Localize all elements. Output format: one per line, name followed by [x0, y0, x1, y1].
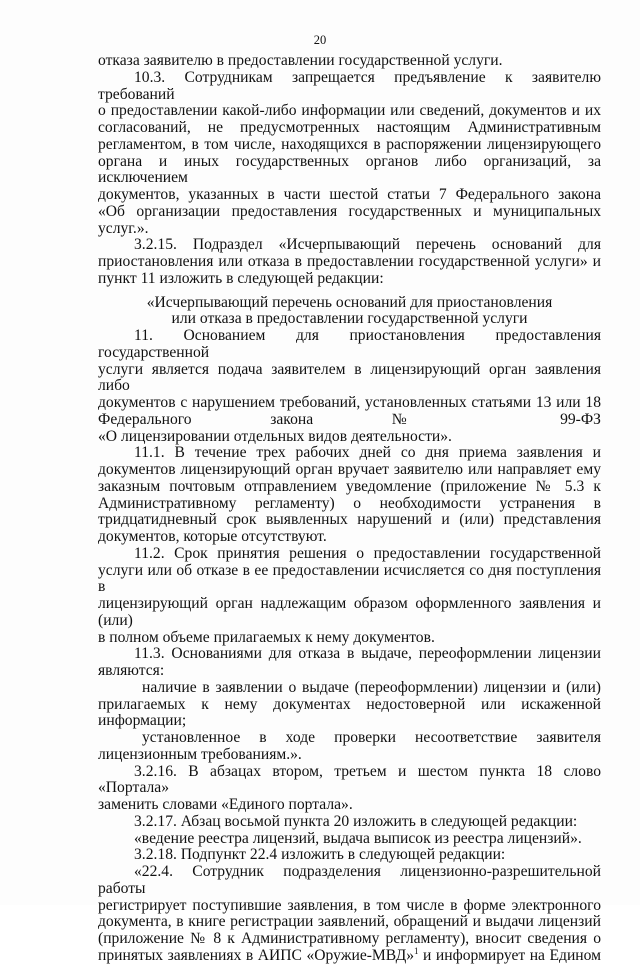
text-line: 11.1. В течение трех рабочих дней со дня приема заявления и — [134, 444, 601, 462]
text-fragment: принятых заявлениях в АИПС «Оружие-МВД» — [98, 946, 415, 964]
text-line: заказным почтовым отправлением уведомление (приложение № 5.3 к — [98, 477, 601, 495]
text-line: «Исчерпывающий перечень оснований для приостановления — [146, 293, 553, 311]
paragraph — [98, 730, 601, 764]
text-line: Административному регламенту) о необходимости устранения в — [98, 494, 601, 512]
text-line: являются: — [98, 662, 165, 679]
text-line: услуг.». — [98, 219, 149, 237]
text-line: документов, указанных в части шестой статьи 7 Федерального закона — [98, 186, 601, 203]
text-line — [98, 945, 601, 965]
paragraph — [98, 864, 601, 965]
text-line: наличие в заявлении о выдаче (переоформлении) лицензии и (или) — [142, 678, 601, 696]
paragraph — [98, 445, 601, 546]
text-line: прилагаемых к нему документах недостоверной или искаженной — [98, 695, 601, 713]
text-line: Федерального закона № 99-ФЗ — [98, 410, 601, 428]
text-line: информации; — [98, 712, 187, 730]
paragraph — [98, 70, 601, 238]
paragraph — [98, 680, 601, 730]
text-line: документов, которые отсутствуют. — [98, 528, 327, 545]
text-line: тридцатидневный срок выявленных нарушений и (или) представления — [98, 511, 601, 529]
text-line: 3.2.16. В абзацах втором, третьем и шестом пункта 18 слово «Портала» — [98, 762, 601, 797]
paragraph — [98, 646, 601, 680]
paragraph — [98, 328, 601, 445]
text-line: «Об организации предоставления государственных и муниципальных — [98, 202, 601, 220]
text-line: 11.2. Срок принятия решения о предоставлении государственной — [134, 544, 601, 562]
text-line: (приложение № 8 к Административному регламенту), вносит сведения о — [98, 930, 601, 947]
text-line: о предоставлении какой-либо информации или сведений, документов и их — [98, 102, 601, 120]
text-line: 3.2.17. Абзац восьмой пункта 20 изложить в следующей редакции: — [134, 812, 578, 830]
text-line: согласований, не предусмотренных настоящим Административным — [98, 119, 601, 136]
text-line: услуги или об отказе в ее предоставлении исчисляется со дня поступления в — [98, 561, 601, 596]
text-line: регистрирует поступившие заявления, в том числе в форме электронного — [98, 896, 601, 914]
text-line: документов с нарушением требований, установленных статьями 13 или 18 — [98, 394, 601, 411]
text-line: заменить словами «Единого портала». — [98, 796, 353, 813]
document-body — [98, 53, 601, 965]
footnote-mark: 1 — [414, 945, 419, 956]
paragraph — [98, 847, 601, 864]
text-line: 11.3. Основаниями для отказа в выдаче, переоформлении лицензии — [134, 645, 601, 663]
text-line: лицензионным требованиям.». — [98, 745, 302, 763]
text-line: услуги является подача заявителем в лицензирующий орган заявления либо — [98, 360, 601, 395]
text-line: «22.4. Сотрудник подразделения лицензионно-разрешительной работы — [98, 863, 601, 897]
paragraph — [98, 295, 601, 329]
paragraph — [98, 831, 601, 848]
text-line: 10.3. Сотрудникам запрещается предъявление к заявителю требований — [98, 68, 601, 103]
text-line: установленное в ходе проверки несоответствие заявителя — [142, 729, 601, 746]
text-line: «ведение реестра лицензий, выдача выписок из реестра лицензий». — [134, 829, 582, 847]
paragraph — [98, 237, 601, 287]
text-line: лицензирующий орган надлежащим образом оформленного заявления и (или) — [98, 595, 601, 629]
text-line: 3.2.18. Подпункт 22.4 изложить в следующей редакции: — [134, 846, 506, 864]
text-line: или отказа в предоставлении государственной услуги — [171, 310, 528, 328]
text-line: 3.2.15. Подраздел «Исчерпывающий перечень оснований для — [134, 236, 601, 254]
text-line: приостановления или отказа в предоставлении государственной услуги» и — [98, 253, 601, 270]
paragraph — [98, 764, 601, 814]
paragraph — [98, 53, 601, 70]
text-fragment: и информирует на Едином — [418, 946, 601, 964]
text-line: органа и иных государственных органов либо организаций, за исключением — [98, 152, 601, 187]
page-number: 20 — [313, 33, 327, 47]
text-line: документов лицензирующий орган вручает заявителю или направляет ему — [98, 461, 601, 478]
text-line: в полном объеме прилагаемых к нему документов. — [98, 628, 435, 646]
text-line: пункт 11 изложить в следующей редакции: — [98, 269, 384, 287]
text-line: 11. Основанием для приостановления предоставления государственной — [98, 327, 601, 361]
text-line: регламентом, в том числе, находящихся в распоряжении лицензирующего — [98, 135, 601, 153]
text-line: «О лицензировании отдельных видов деятельности». — [98, 427, 452, 445]
text-line: документа, в книге регистрации заявлений, обращений и выдачи лицензий — [98, 913, 601, 931]
paragraph — [98, 546, 601, 647]
text-line: отказа заявителю в предоставлении государственной услуги. — [98, 52, 503, 69]
paragraph — [98, 814, 601, 831]
